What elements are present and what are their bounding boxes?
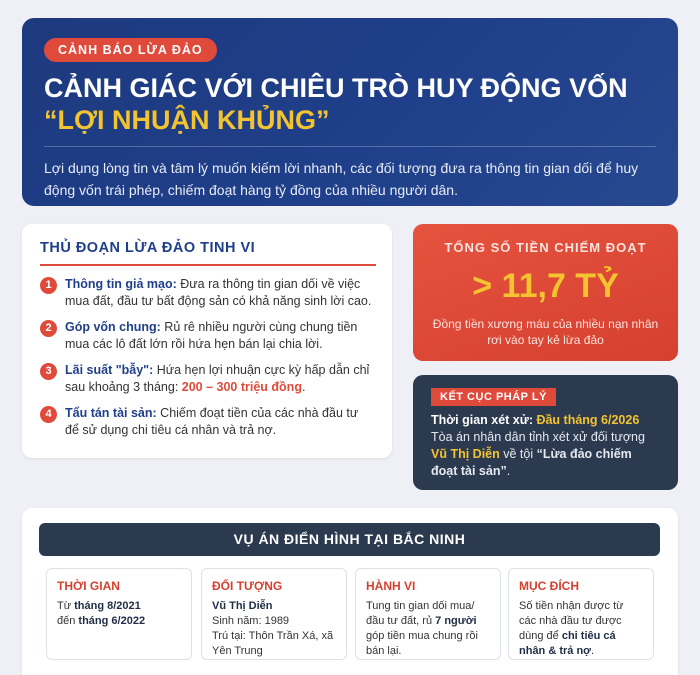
number-badge: 4 <box>40 406 57 423</box>
number-badge: 2 <box>40 320 57 337</box>
tactic-label: Thông tin giả mạo: <box>65 277 177 291</box>
title-line-2: “LỢI NHUẬN KHỦNG” <box>44 105 330 135</box>
tactic-text: Hứa hẹn lợi nhuận cực kỳ hấp dẫn chỉ sau khoảng 3 tháng: <box>65 363 370 394</box>
profit-highlight: 200 – 300 triệu đồng <box>181 380 302 394</box>
hero-banner <box>22 18 678 206</box>
tactic-item <box>40 276 374 310</box>
total-note: Đồng tiền xương máu của nhiều nạn nhân rơi vào tay kẻ lừa đảo <box>432 317 659 347</box>
page-title <box>44 72 656 136</box>
case-act: HÀNH VI Tung tin gian dối mua/đầu tư đất, rủ 7 người góp tiền mua chung rồi bán lại. <box>355 568 501 660</box>
number-badge: 3 <box>40 363 57 380</box>
case-purpose: MỤC ĐÍCH Số tiền nhận được từ các nhà đầu tư được dùng để chi tiêu cá nhân & trả nợ. <box>508 568 654 660</box>
trial-date: Thời gian xét xử: Đầu tháng 6/2026 <box>431 413 640 427</box>
tactic-text: Chiếm đoạt tiền của các nhà đầu tư để sử dụng chi tiêu cá nhân và trả nợ. <box>65 406 359 437</box>
tactic-label: Góp vốn chung: <box>65 320 161 334</box>
defendant-name: Vũ Thị Diễn <box>431 447 500 461</box>
case-time: THỜI GIAN Từ tháng 8/2021 đến tháng 6/2022 <box>46 568 192 660</box>
total-value: > 11,7 TỶ <box>472 267 619 305</box>
total-label: TỔNG SỐ TIỀN CHIẾM ĐOẠT <box>444 240 647 255</box>
tactics-card <box>22 224 392 458</box>
legal-description: Tòa án nhân dân tỉnh xét xử đối tượng Vũ Thị Diễn về tội “Lừa đảo chiếm đoạt tài sản”. <box>431 430 645 478</box>
charge-name: “Lừa đảo chiếm đoạt tài sản” <box>431 447 632 478</box>
warning-badge: CẢNH BÁO LỪA ĐẢO <box>44 38 217 62</box>
case-title: VỤ ÁN ĐIỂN HÌNH TẠI BẮC NINH <box>39 523 660 556</box>
case-subject: ĐỐI TƯỢNG Vũ Thị Diễn Sinh năm: 1989 Trú tại: Thôn Trần Xá, xã Yên Trung <box>201 568 347 660</box>
tactic-text: Đưa ra thông tin gian dối về việc mua đất, đầu tư bất động sản có khả năng sinh lời cao. <box>65 277 372 308</box>
total-amount-card <box>413 224 678 361</box>
title-line-1: CẢNH GIÁC VỚI CHIÊU TRÒ HUY ĐỘNG VỐN <box>44 73 628 103</box>
tactic-label: Lãi suất "bẫy": <box>65 363 154 377</box>
legal-badge: KẾT CỤC PHÁP LÝ <box>431 388 556 406</box>
hero-divider <box>44 146 656 147</box>
case-card <box>22 508 678 675</box>
number-badge: 1 <box>40 277 57 294</box>
tactic-label: Tẩu tán tài sản: <box>65 406 157 420</box>
subject-name: Vũ Thị Diễn <box>212 600 273 612</box>
tactics-divider <box>40 264 376 266</box>
hero-description: Lợi dụng lòng tin và tâm lý muốn kiếm lời nhanh, các đối tượng đưa ra thông tin gian dối để huy động vốn trái phép, chiếm đoạt hàng tỷ đồng của nhiều người dân. <box>44 160 639 198</box>
tactic-item: 3 Lãi suất "bẫy": Hứa hẹn lợi nhuận cực kỳ hấp dẫn chỉ sau khoảng 3 tháng: 200 – 300 triệu đồng. <box>40 362 374 396</box>
tactic-item <box>40 405 374 439</box>
tactics-title: THỦ ĐOẠN LỪA ĐẢO TINH VI <box>40 240 256 256</box>
legal-outcome-card <box>413 375 678 490</box>
tactic-item <box>40 319 374 353</box>
tactic-text: Rủ rê nhiều người cùng chung tiền mua các lô đất lớn rồi hứa hẹn bán lại chia lời. <box>65 320 358 351</box>
